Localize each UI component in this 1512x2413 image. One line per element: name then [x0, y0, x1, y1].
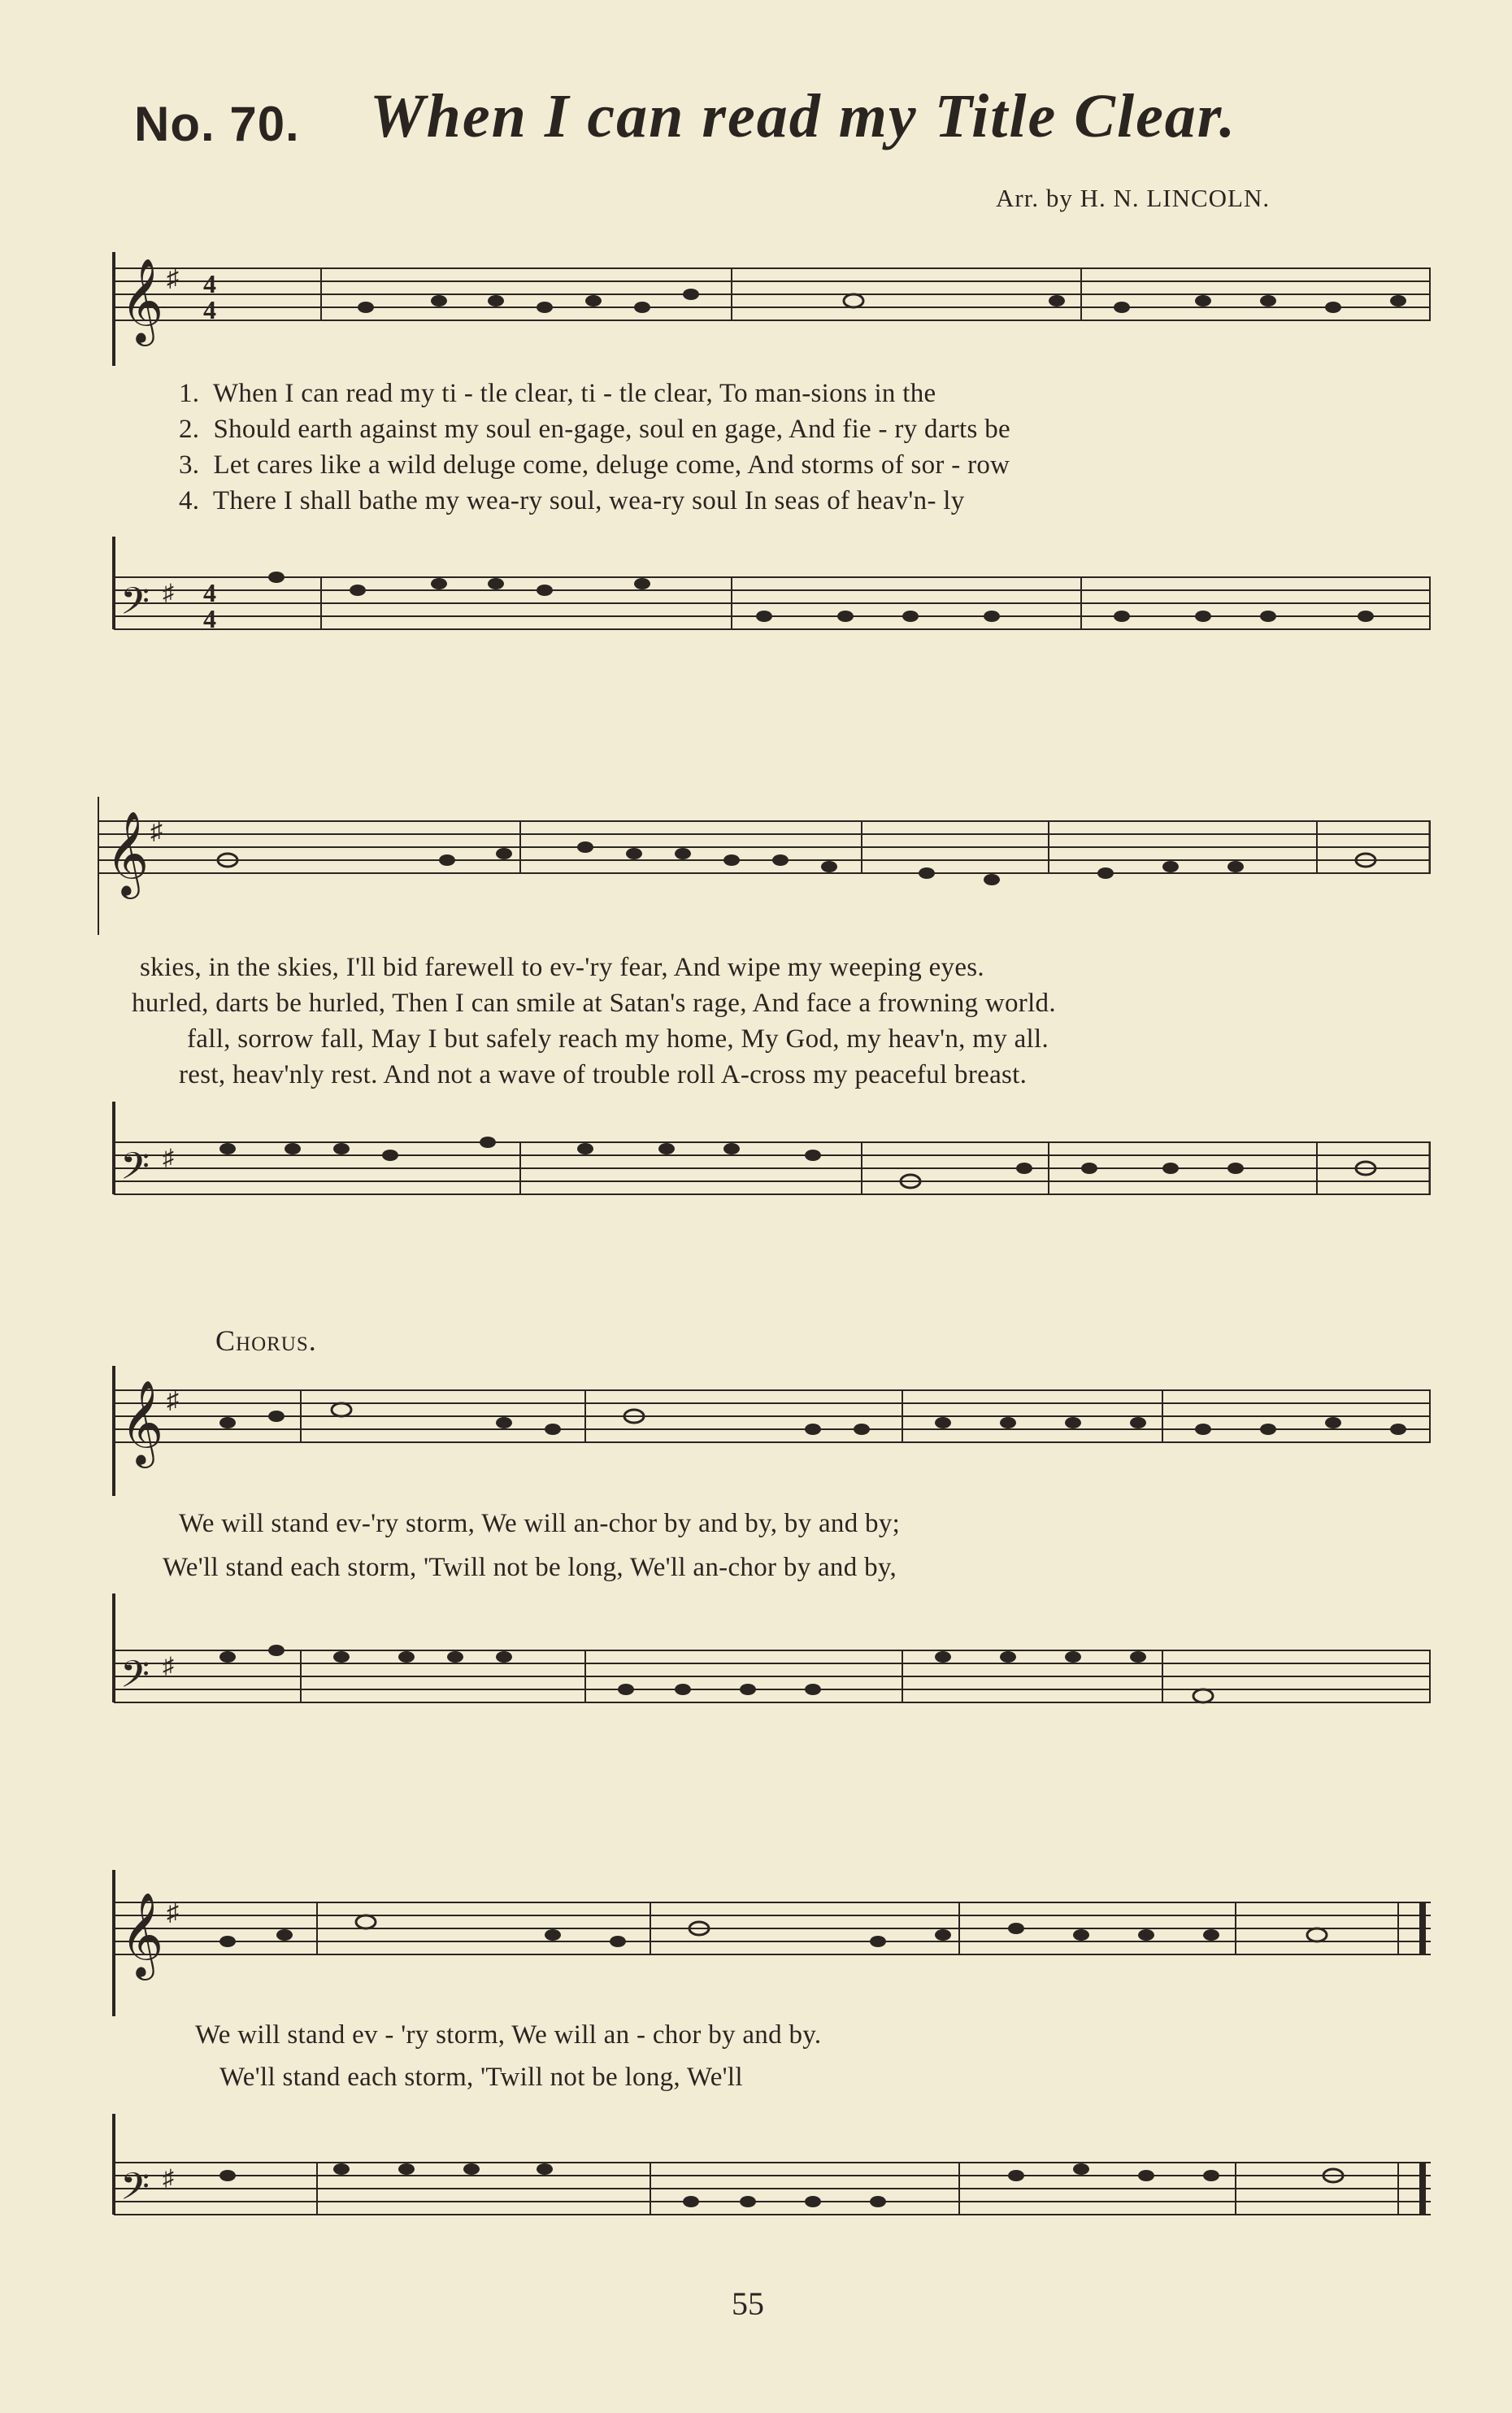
- chorus-label: Chorus.: [215, 1324, 317, 1357]
- svg-text:𝄞: 𝄞: [120, 1380, 164, 1465]
- verse-1: 1. When I can read my ti - tle clear, ti - tle clear, To man-sions in the: [179, 379, 936, 408]
- system2-treble-staff: [98, 780, 1431, 935]
- svg-text:𝄞: 𝄞: [120, 258, 164, 343]
- verse-1-cont: skies, in the skies, I'll bid farewell to ev-'ry fear, And wipe my weeping eyes.: [140, 953, 984, 982]
- verse-3: 3. Let cares like a wild deluge come, deluge come, And storms of sor - row: [179, 450, 1010, 480]
- svg-text:4: 4: [203, 269, 216, 298]
- svg-text:𝄢: 𝄢: [120, 2165, 150, 2218]
- svg-text:♯: ♯: [163, 2166, 174, 2191]
- svg-text:♯: ♯: [167, 265, 179, 292]
- hymn-title: When I can read my Title Clear.: [370, 82, 1237, 150]
- verse-3-cont: fall, sorrow fall, May I but safely reach my home, My God, my heav'n, my all.: [187, 1024, 1049, 1054]
- svg-text:4: 4: [203, 604, 216, 633]
- svg-text:4: 4: [203, 578, 216, 607]
- system1-verses: [179, 379, 1431, 525]
- hymn-number: No. 70.: [134, 97, 300, 151]
- svg-text:♯: ♯: [167, 1899, 179, 1926]
- chorus-bass-staff: [98, 1593, 1431, 1756]
- svg-text:♯: ♯: [163, 1146, 174, 1171]
- svg-text:𝄢: 𝄢: [120, 1145, 150, 1198]
- verse-4-cont: rest, heav'nly rest. And not a wave of trouble roll A-cross my peaceful breast.: [179, 1060, 1028, 1089]
- svg-text:𝄢: 𝄢: [120, 1653, 150, 1706]
- system2-verses: [132, 953, 1423, 1099]
- verse-2: 2. Should earth against my soul en-gage, soul en gage, And fie - ry darts be: [179, 415, 1010, 444]
- final-lyrics: We will stand ev - 'ry storm, We will an - chor by and by. We'll stand each storm, 'Twill not be long, We'll: [195, 2020, 822, 2092]
- svg-text:♯: ♯: [163, 1654, 174, 1679]
- svg-text:♯: ♯: [167, 1387, 179, 1414]
- svg-text:♯: ♯: [163, 580, 174, 606]
- svg-text:4: 4: [203, 295, 216, 324]
- chorus-treble-staff: [98, 1366, 1431, 1496]
- chorus-lyrics-1: We will stand ev-'ry storm, We will an-chor by and by, by and by; We'll stand each storm, 'Twill not be long, We'll an-chor by and by,: [163, 1509, 901, 1582]
- svg-text:♯: ♯: [150, 818, 163, 845]
- final-treble-staff: [98, 1870, 1431, 2016]
- page-number: 55: [732, 2285, 764, 2322]
- svg-text:𝄞: 𝄞: [106, 811, 150, 896]
- svg-text:𝄞: 𝄞: [120, 1892, 164, 1977]
- verse-2-cont: hurled, darts be hurled, Then I can smile at Satan's rage, And face a frowning world.: [132, 989, 1056, 1018]
- final-bass-staff: [98, 2114, 1431, 2276]
- verse-4: 4. There I shall bathe my wea-ry soul, wea-ry soul In seas of heav'n- ly: [179, 486, 965, 515]
- system2-bass-staff: [98, 1102, 1431, 1264]
- system1-treble-staff: [98, 244, 1431, 366]
- system1-bass-staff: [98, 537, 1431, 675]
- arranger-credit: Arr. by H. N. LINCOLN.: [996, 184, 1271, 212]
- svg-text:𝄢: 𝄢: [120, 580, 150, 633]
